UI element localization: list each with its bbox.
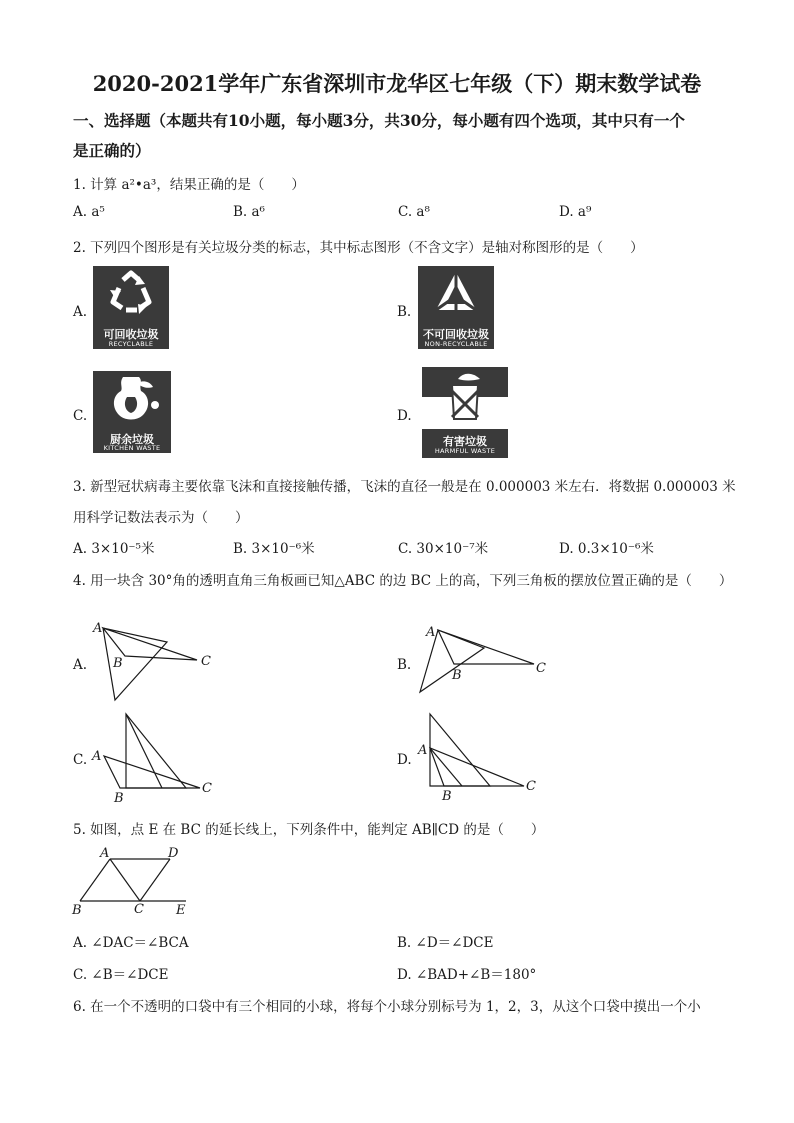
q5-stem: 5. 如图，点 E 在 BC 的延长线上，下列条件中，能判定 AB∥CD 的是（ ） — [73, 822, 545, 838]
q4-figure-b — [412, 620, 562, 700]
q5-option-c: C. ∠B＝∠DCE — [73, 967, 169, 983]
q4d-label-c: C — [526, 779, 536, 794]
kitchen-waste-icon — [93, 371, 171, 427]
non-recyclable-cn-label: 不可回收垃圾 — [423, 328, 489, 341]
q4-option-c: C. — [73, 752, 88, 768]
q1-option-b: B. a⁶ — [233, 204, 265, 220]
q1-option-a: A. a⁵ — [73, 204, 105, 220]
q4-figure-a — [85, 616, 225, 706]
q2-stem: 2. 下列四个图形是有关垃圾分类的标志，其中标志图形（不含文字）是轴对称图形的是（ ） — [73, 240, 644, 256]
q4c-label-b: B — [114, 791, 124, 805]
q4-figure-c — [88, 710, 228, 805]
q4c-label-a: A — [92, 749, 102, 764]
q4a-label-c: C — [201, 654, 211, 669]
q2-option-a: A. — [73, 304, 88, 320]
q4-stem: 4. 用一块含 30°角的透明直角三角板画已知△ABC 的边 BC 上的高，下列三角板的摆放位置正确的是（ ） — [73, 573, 733, 589]
kitchen-waste-cn-label: 厨余垃圾 — [110, 433, 154, 446]
q3-option-a: A. 3×10⁻⁵米 — [73, 541, 155, 557]
harmful-waste-sign — [422, 367, 508, 458]
q5-label-d: D — [168, 846, 179, 861]
kitchen-waste-sign — [93, 371, 171, 453]
q4c-label-c: C — [202, 781, 212, 796]
q4b-label-a: A — [426, 625, 436, 640]
q5-label-e: E — [176, 903, 186, 918]
q2-option-b: B. — [397, 304, 412, 320]
section-heading-line2: 是正确的） — [73, 141, 151, 160]
q1-option-d: D. a⁹ — [559, 204, 592, 220]
harmful-waste-cn-label: 有害垃圾 — [443, 435, 487, 448]
recycle-icon — [93, 266, 169, 322]
recyclable-cn-label: 可回收垃圾 — [103, 328, 159, 341]
q5-label-c: C — [134, 902, 144, 917]
q4-option-a: A. — [73, 657, 88, 673]
q1-stem: 1. 计算 a²•a³，结果正确的是（ ） — [73, 177, 305, 193]
q3-option-d: D. 0.3×10⁻⁶米 — [559, 541, 654, 557]
q5-label-b: B — [72, 903, 82, 918]
q3-option-c: C. 30×10⁻⁷米 — [398, 541, 489, 557]
q3-stem-line2: 用科学记数法表示为（ ） — [73, 510, 249, 526]
q4a-label-b: B — [113, 656, 123, 671]
q3-option-b: B. 3×10⁻⁶米 — [233, 541, 315, 557]
q4-option-b: B. — [397, 657, 412, 673]
q4a-label-a: A — [93, 621, 103, 636]
q4b-label-b: B — [452, 668, 462, 683]
q4d-label-a: A — [418, 743, 428, 758]
section-heading-line1: 一、选择题（本题共有10小题，每小题3分，共30分，每小题有四个选项，其中只有一个 — [73, 111, 685, 130]
q5-option-d: D. ∠BAD+∠B＝180° — [397, 967, 537, 983]
non-recyclable-sign — [418, 266, 494, 349]
q4-option-d: D. — [397, 752, 412, 768]
q6-stem: 6. 在一个不透明的口袋中有三个相同的小球，将每个小球分别标号为 1，2，3，从这个口袋中摸出一个小 — [73, 999, 701, 1015]
q4d-label-b: B — [442, 789, 452, 803]
q5-label-a: A — [100, 846, 110, 861]
q3-stem-line1: 3. 新型冠状病毒主要依靠飞沫和直接接触传播，飞沫的直径一般是在 0.000003 米左右．将数据 0.000003 米 — [73, 479, 736, 495]
harmful-waste-en-label: HARMFUL WASTE — [434, 447, 496, 455]
q4b-label-c: C — [536, 661, 546, 676]
recyclable-en-label: RECYCLABLE — [108, 340, 154, 348]
kitchen-waste-en-label: KITCHEN WASTE — [103, 444, 161, 452]
q1-option-c: C. a⁸ — [398, 204, 430, 220]
harmful-waste-icon — [422, 367, 508, 429]
q2-option-d: D. — [397, 408, 412, 424]
q2-option-c: C. — [73, 408, 88, 424]
q4-figure-d — [414, 708, 554, 803]
non-recyclable-icon — [418, 266, 494, 322]
q5-option-b: B. ∠D＝∠DCE — [397, 935, 494, 951]
page-title: 2020-2021学年广东省深圳市龙华区七年级（下）期末数学试卷 — [92, 71, 702, 96]
q5-figure — [68, 843, 198, 918]
non-recyclable-en-label: NON-RECYCLABLE — [424, 340, 488, 348]
q5-option-a: A. ∠DAC＝∠BCA — [73, 935, 189, 951]
recyclable-sign — [93, 266, 169, 349]
